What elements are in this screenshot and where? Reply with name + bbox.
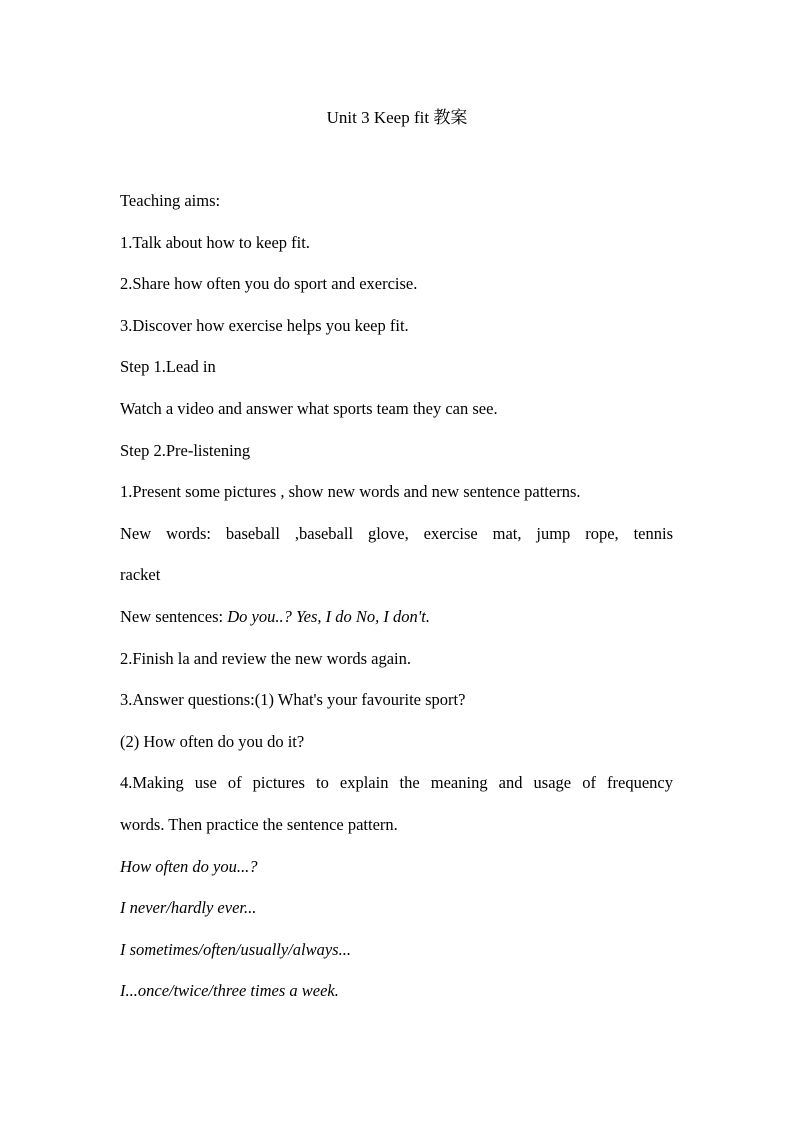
- pattern-4: I...once/twice/three times a week.: [120, 981, 339, 1001]
- document-title: Unit 3 Keep fit 教案: [326, 108, 468, 127]
- aim-3: 3.Discover how exercise helps you keep fit.: [120, 315, 409, 335]
- step-2-item-3b: (2) How often do you do it?: [120, 731, 305, 751]
- new-sentences-label: New sentences:: [120, 606, 228, 626]
- pattern-1: How often do you...?: [120, 856, 258, 876]
- document-body: [120, 189, 673, 1021]
- step-1-heading: Step 1.Lead in: [120, 357, 216, 377]
- step-1-text: Watch a video and answer what sports team they can see.: [120, 398, 498, 418]
- step-2-item-1: 1.Present some pictures , show new words and new sentence patterns.: [120, 482, 581, 502]
- new-sentences-text: Do you..? Yes, I do No, I don't.: [227, 606, 430, 626]
- pattern-3: I sometimes/often/usually/always...: [120, 939, 351, 959]
- teaching-aims-heading: Teaching aims:: [120, 191, 221, 210]
- pattern-2: I never/hardly ever...: [120, 898, 257, 918]
- new-words-line-2: racket: [120, 565, 161, 585]
- aim-1: 1.Talk about how to keep fit.: [120, 232, 310, 252]
- step-2-heading: Step 2.Pre-listening: [120, 440, 251, 460]
- new-words-line-1: New words: baseball ,baseball glove, exercise mat, jump rope, tennis: [120, 523, 673, 543]
- step-2-item-3: 3.Answer questions:(1) What's your favourite sport?: [120, 690, 466, 710]
- step-2-item-2: 2.Finish la and review the new words again.: [120, 648, 411, 668]
- aim-2: 2.Share how often you do sport and exercise.: [120, 274, 418, 294]
- new-sentences-line: [120, 605, 673, 647]
- step-2-item-4b: words. Then practice the sentence pattern.: [120, 814, 398, 834]
- step-2-item-4a: 4.Making use of pictures to explain the meaning and usage of frequency: [120, 773, 673, 793]
